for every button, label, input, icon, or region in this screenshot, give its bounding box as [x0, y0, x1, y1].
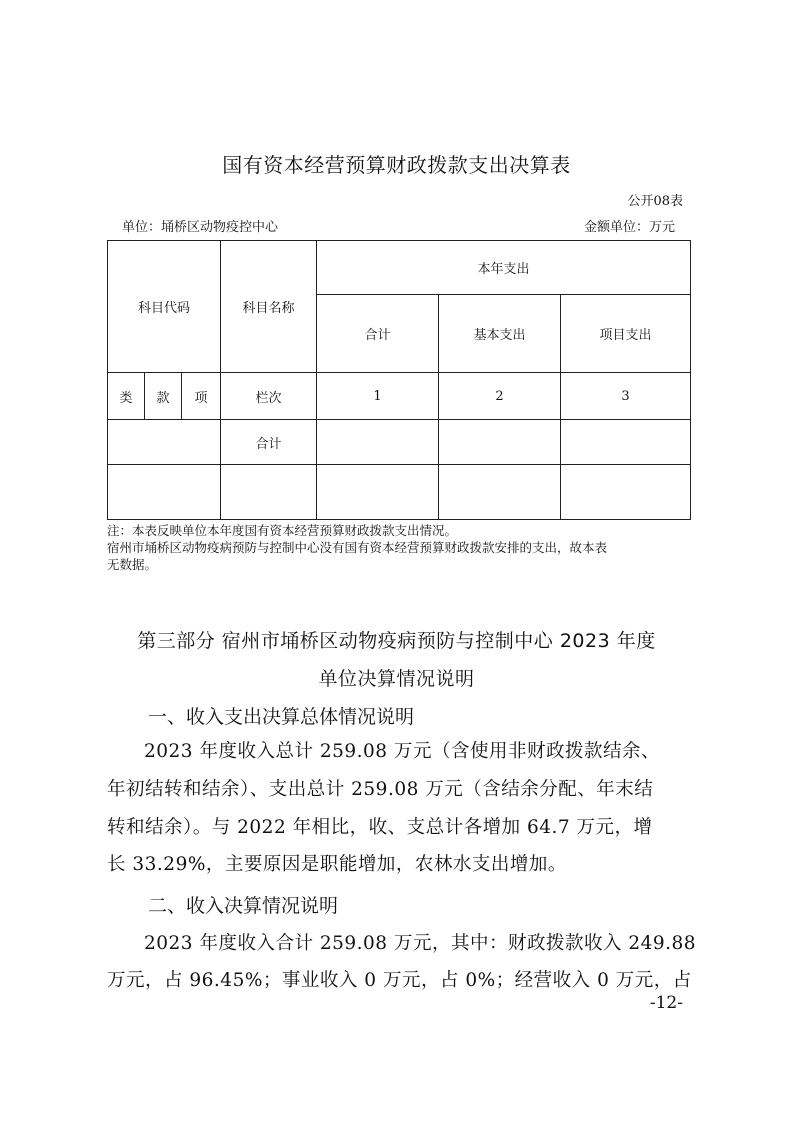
category-item-cell: 项 [182, 373, 221, 420]
table-cell [439, 465, 561, 520]
category-class-cell: 类 [108, 373, 145, 420]
heading-income-expenditure-overview: 一、收入支出决算总体情况说明 [148, 706, 415, 728]
category-section-cell: 款 [145, 373, 182, 420]
report-title: 国有资本经营预算财政拨款支出决算表 [222, 153, 571, 177]
total-column-header: 合计 [317, 295, 439, 373]
paragraph-line: 2023 年度收入总计 259.08 万元（含使用非财政拨款结余、 [144, 741, 660, 762]
paragraph-line: 长 33.29%，主要原因是职能增加，农林水支出增加。 [107, 854, 567, 875]
paragraph-line: 万元，占 96.45%；事业收入 0 万元，占 0%；经营收入 0 万元，占 [107, 970, 692, 991]
unit-label: 单位：埇桥区动物疫控中心 [122, 220, 279, 235]
table-cell [221, 465, 317, 520]
table-note: 注：本表反映单位本年度国有资本经营预算财政拨款支出情况。 [107, 523, 458, 538]
section-title-continued: 单位决算情况说明 [318, 668, 475, 690]
paragraph-line: 年初结转和结余）、支出总计 259.08 万元（含结余分配、年末结 [107, 779, 654, 800]
table-cell [317, 465, 439, 520]
table-number: 公开08表 [627, 194, 683, 209]
total-row-basic-cell [439, 420, 561, 465]
total-row-project-cell [561, 420, 691, 465]
section-title: 第三部分 宿州市埇桥区动物疫病预防与控制中心 2023 年度 [137, 630, 656, 652]
currency-unit-label: 金额单位：万元 [583, 220, 675, 235]
subject-name-header: 科目名称 [221, 241, 317, 373]
total-row-label: 合计 [221, 420, 317, 465]
paragraph-line: 转和结余）。与 2022 年相比，收、支总计各增加 64.7 万元，增 [107, 817, 653, 838]
column-number-2: 2 [439, 373, 561, 420]
total-row-sum-cell [317, 420, 439, 465]
subject-code-header: 科目代码 [108, 241, 221, 373]
column-number-1: 1 [317, 373, 439, 420]
heading-income-details: 二、收入决算情况说明 [148, 895, 339, 917]
page-number: -12- [649, 993, 683, 1013]
project-expenditure-header: 项目支出 [561, 295, 691, 373]
table-note: 无数据。 [107, 557, 158, 572]
table-note: 宿州市埇桥区动物疫病预防与控制中心没有国有资本经营预算财政拨款安排的支出，故本表 [107, 540, 608, 555]
table-row [108, 465, 221, 520]
table-cell [561, 465, 691, 520]
row-number-label: 栏次 [221, 373, 317, 420]
current-year-expenditure-header: 本年支出 [317, 241, 691, 295]
total-row-code-cell [108, 420, 221, 465]
basic-expenditure-header: 基本支出 [439, 295, 561, 373]
column-number-3: 3 [561, 373, 691, 420]
expenditure-table [107, 240, 691, 520]
paragraph-line: 2023 年度收入合计 259.08 万元，其中：财政拨款收入 249.88 [144, 933, 697, 954]
